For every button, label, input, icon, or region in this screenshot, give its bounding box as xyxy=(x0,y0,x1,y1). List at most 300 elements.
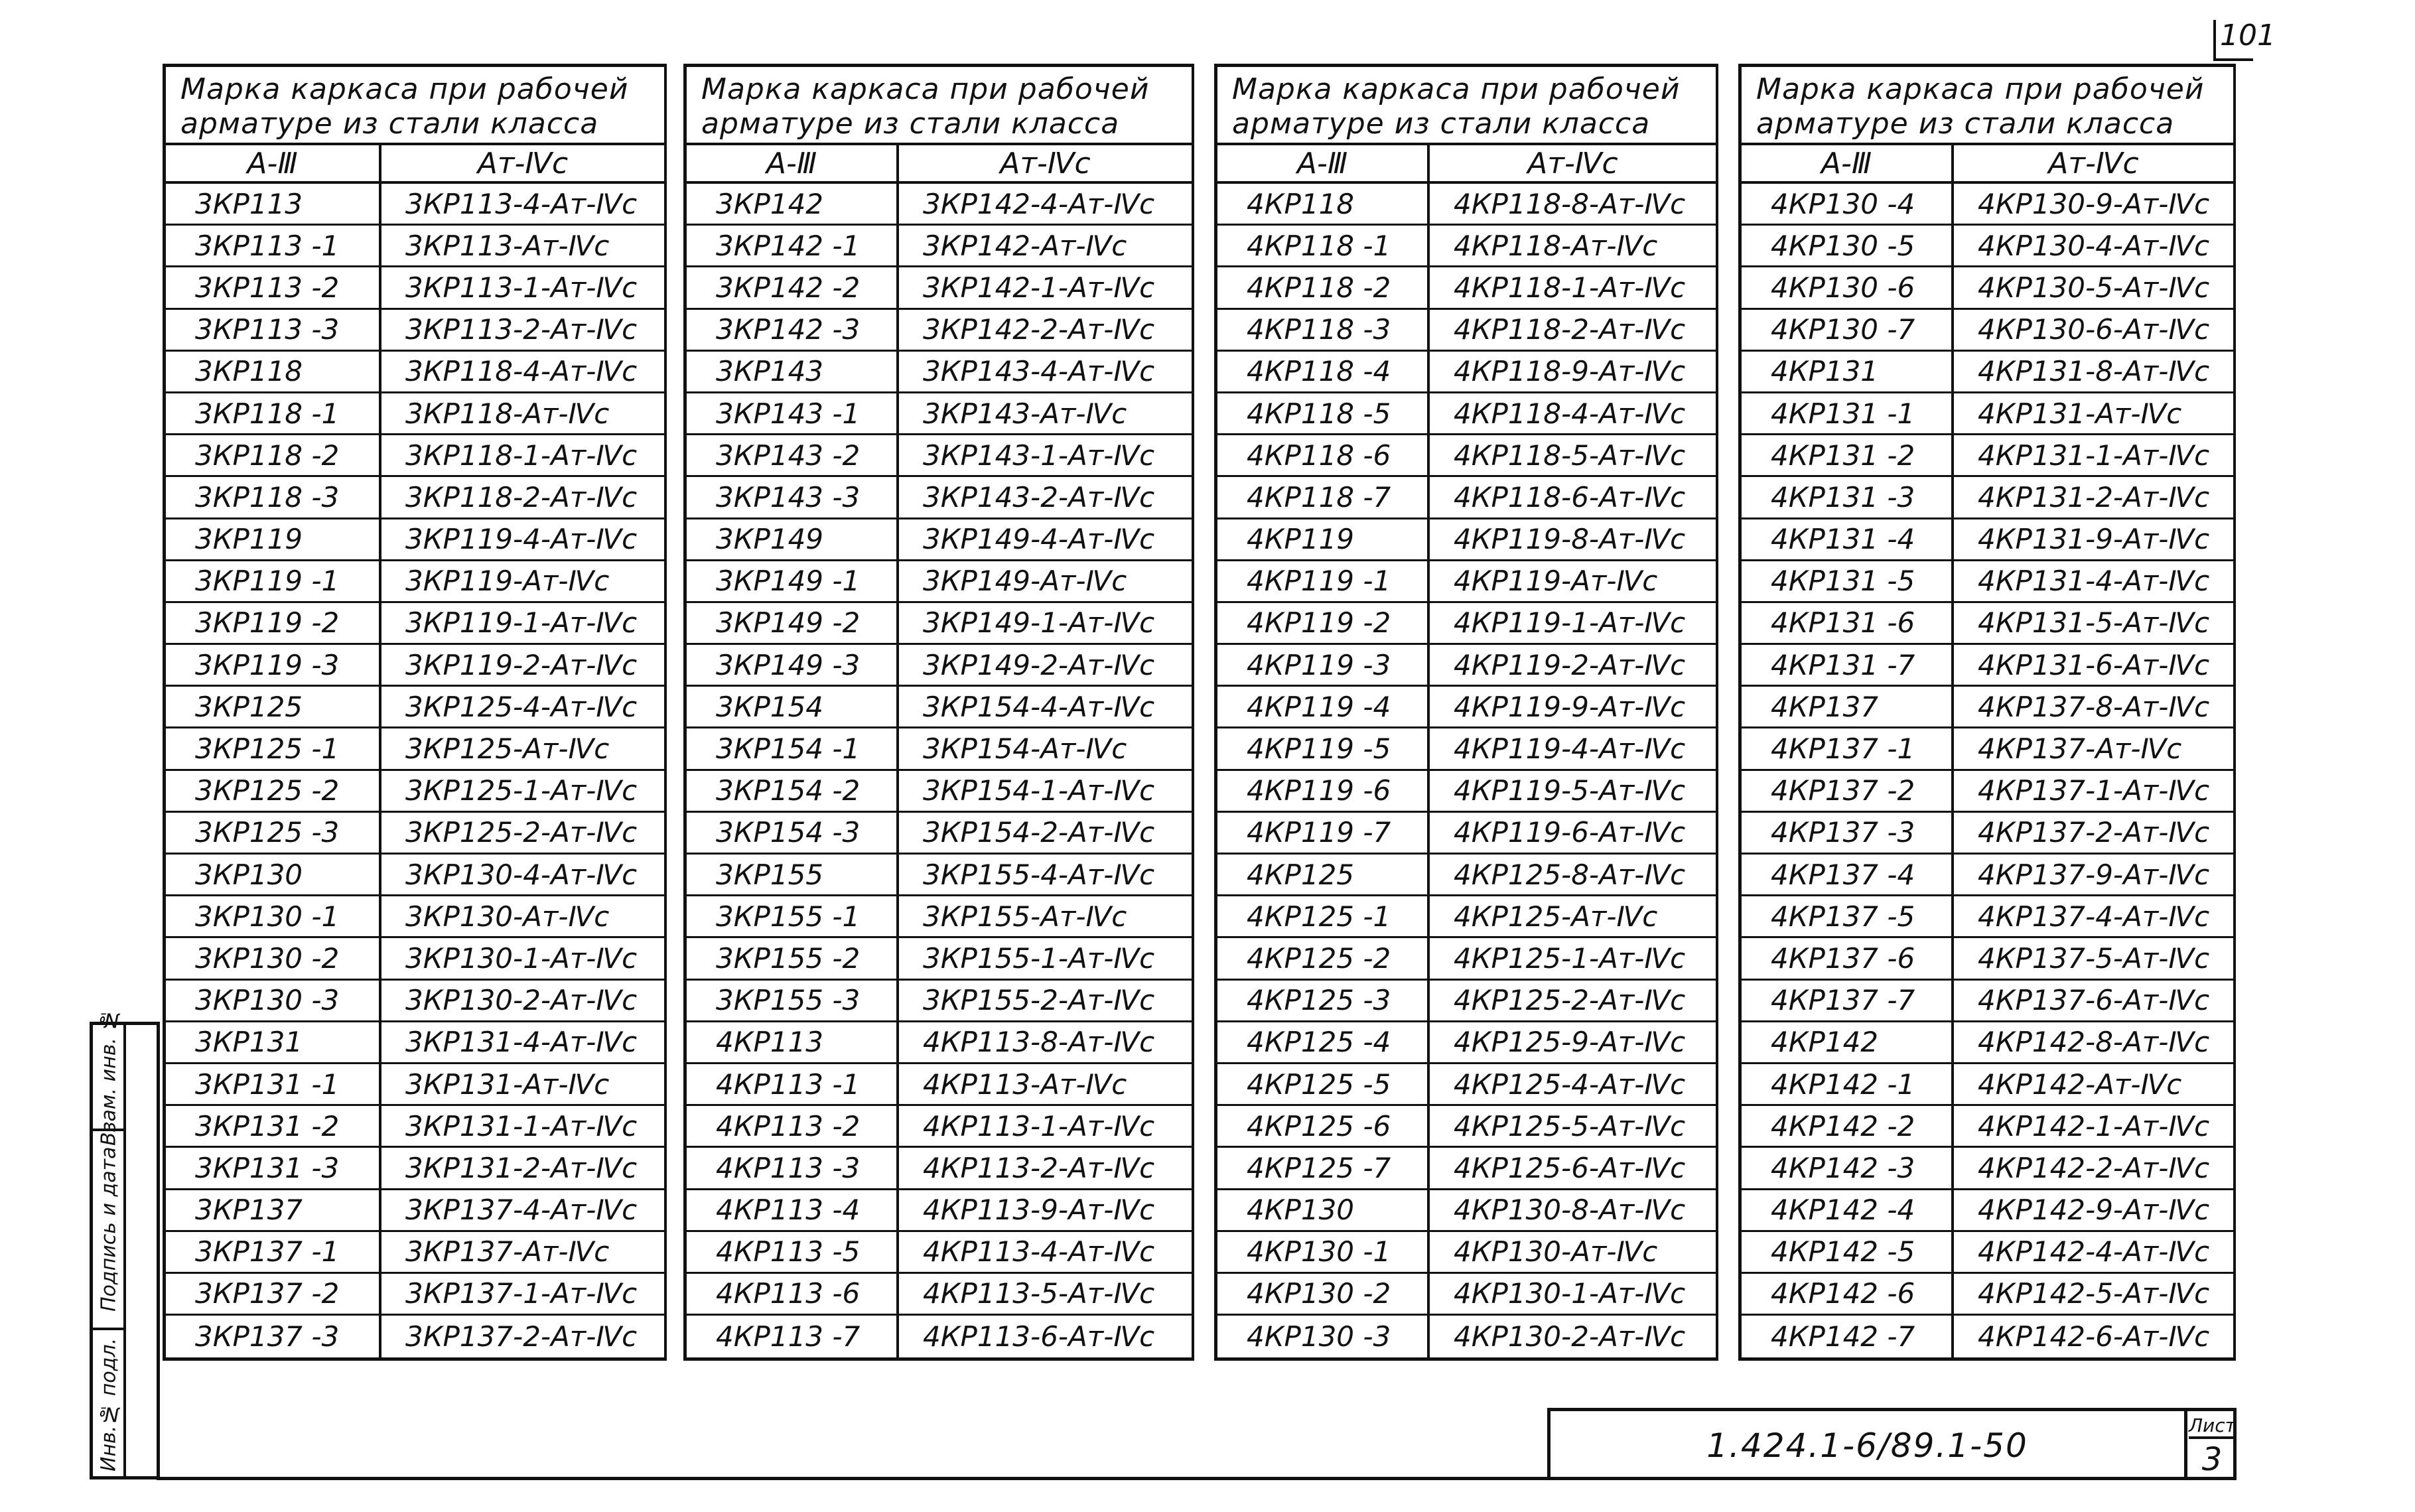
cell-mark-a3: 4КР125 -7 xyxy=(1217,1148,1430,1188)
table-header-line2: арматуре из стали класса xyxy=(1756,107,2175,141)
cell-mark-a3: 4КР125 -5 xyxy=(1217,1064,1430,1104)
cell-mark-a3: 4КР142 -1 xyxy=(1742,1064,1954,1104)
cell-mark-at4c: 4КР125-Ат-Ⅳс xyxy=(1454,900,1658,933)
cell-mark-at4c: 4КР131-Ат-Ⅳс xyxy=(1978,397,2182,430)
cell-mark-a3: 4КР113 -3 xyxy=(687,1148,899,1188)
table-row xyxy=(166,896,664,938)
cell-mark-at4c: 3КР130-1-Ат-Ⅳс xyxy=(405,941,638,975)
cell-mark-a3: 3КР143 -2 xyxy=(687,435,899,475)
cell-mark-at4c: 4КР130-9-Ат-Ⅳс xyxy=(1978,187,2210,220)
column-header-at4c: Ат-Ⅳс xyxy=(1000,146,1091,180)
cell-mark-at4c: 3КР113-2-Ат-Ⅳс xyxy=(405,313,638,346)
table-row xyxy=(166,981,664,1022)
cell-mark-at4c: 3КР143-4-Ат-Ⅳс xyxy=(923,355,1155,388)
cell-mark-at4c: 3КР143-Ат-Ⅳс xyxy=(923,397,1127,430)
cell-mark-a3: 4КР119 xyxy=(1217,519,1430,559)
cell-mark-at4c: 3КР149-2-Ат-Ⅳс xyxy=(923,648,1155,681)
document-code: 1.424.1-6/89.1-50 xyxy=(1551,1411,2187,1480)
cell-mark-a3: 4КР118 -4 xyxy=(1217,352,1430,391)
table-row xyxy=(687,310,1192,352)
table-row xyxy=(1217,310,1716,352)
cell-mark-at4c: 4КР119-1-Ат-Ⅳс xyxy=(1454,606,1686,640)
table-body xyxy=(166,184,664,1357)
cell-mark-at4c: 4КР130-1-Ат-Ⅳс xyxy=(1454,1277,1686,1310)
table-row xyxy=(1742,687,2233,728)
cell-mark-a3: 4КР131 -3 xyxy=(1742,477,1954,517)
cell-mark-at4c: 4КР137-5-Ат-Ⅳс xyxy=(1978,941,2210,975)
cell-mark-a3: 3КР142 -3 xyxy=(687,310,899,350)
column-header-row xyxy=(1217,145,1716,184)
cell-mark-a3: 3КР130 -1 xyxy=(166,896,381,936)
cell-mark-at4c: 4КР130-6-Ат-Ⅳс xyxy=(1978,313,2210,346)
table-row xyxy=(1217,728,1716,770)
table-row xyxy=(1742,728,2233,770)
cell-mark-a3: 4КР118 -2 xyxy=(1217,267,1430,307)
side-label-inv-podl: Инв.№ подл. xyxy=(97,1338,121,1472)
table-row xyxy=(687,603,1192,645)
table-row xyxy=(166,645,664,687)
column-header-row xyxy=(687,145,1192,184)
table-row xyxy=(166,687,664,728)
cell-mark-at4c: 3КР113-1-Ат-Ⅳс xyxy=(405,271,638,304)
table-row xyxy=(1217,1106,1716,1148)
table-row xyxy=(687,1148,1192,1190)
cell-mark-a3: 4КР119 -1 xyxy=(1217,561,1430,601)
cell-mark-a3: 4КР113 xyxy=(687,1022,899,1062)
cell-mark-a3: 3КР118 -3 xyxy=(166,477,381,517)
table-row xyxy=(166,603,664,645)
table-header xyxy=(1742,67,2233,145)
cell-mark-at4c: 4КР118-9-Ат-Ⅳс xyxy=(1454,355,1686,388)
cell-mark-at4c: 4КР142-2-Ат-Ⅳс xyxy=(1978,1151,2210,1184)
cell-mark-at4c: 4КР119-2-Ат-Ⅳс xyxy=(1454,648,1686,681)
table-row xyxy=(1217,1022,1716,1064)
table-header-line1: Марка каркаса при рабочей xyxy=(180,72,629,106)
cell-mark-at4c: 3КР130-4-Ат-Ⅳс xyxy=(405,858,638,891)
table-body xyxy=(1742,184,2233,1357)
cell-mark-at4c: 4КР142-9-Ат-Ⅳс xyxy=(1978,1194,2210,1227)
cell-mark-at4c: 4КР137-6-Ат-Ⅳс xyxy=(1978,984,2210,1017)
cell-mark-a3: 3КР154 -2 xyxy=(687,771,899,811)
cell-mark-at4c: 4КР113-Ат-Ⅳс xyxy=(923,1067,1127,1101)
cell-mark-at4c: 3КР131-4-Ат-Ⅳс xyxy=(405,1026,638,1059)
table-row xyxy=(1742,1106,2233,1148)
cell-mark-at4c: 3КР142-2-Ат-Ⅳс xyxy=(923,313,1155,346)
table-row xyxy=(1217,267,1716,309)
cell-mark-a3: 4КР130 -3 xyxy=(1217,1316,1430,1357)
table-header xyxy=(1217,67,1716,145)
side-label-vzam-inv: Взам. инв. № xyxy=(97,1008,121,1146)
cell-mark-a3: 3КР154 -1 xyxy=(687,728,899,768)
cell-mark-at4c: 3КР118-4-Ат-Ⅳс xyxy=(405,355,638,388)
table-row xyxy=(166,771,664,813)
cell-mark-a3: 3КР130 -3 xyxy=(166,981,381,1020)
cell-mark-a3: 4КР125 xyxy=(1217,855,1430,894)
cell-mark-at4c: 4КР131-1-Ат-Ⅳс xyxy=(1978,439,2210,472)
table-row xyxy=(166,352,664,393)
cell-mark-a3: 3КР155 -3 xyxy=(687,981,899,1020)
cell-mark-a3: 4КР130 -7 xyxy=(1742,310,1954,350)
table-row xyxy=(1217,1316,1716,1357)
cell-mark-a3: 3КР125 -3 xyxy=(166,813,381,853)
table-row xyxy=(1742,981,2233,1022)
cell-mark-at4c: 4КР131-5-Ат-Ⅳс xyxy=(1978,606,2210,640)
table-row xyxy=(687,1190,1192,1232)
cell-mark-a3: 3КР131 -2 xyxy=(166,1106,381,1146)
cell-mark-a3: 4КР130 -2 xyxy=(1217,1274,1430,1314)
cell-mark-at4c: 4КР142-Ат-Ⅳс xyxy=(1978,1067,2182,1101)
brand-table-1 xyxy=(163,64,667,1361)
table-row xyxy=(1742,184,2233,226)
table-row xyxy=(687,519,1192,561)
cell-mark-at4c: 4КР118-6-Ат-Ⅳс xyxy=(1454,480,1686,514)
table-row xyxy=(1217,1274,1716,1316)
cell-mark-a3: 4КР113 -2 xyxy=(687,1106,899,1146)
column-header-a3: А-Ⅲ xyxy=(1217,145,1430,181)
cell-mark-a3: 3КР118 -1 xyxy=(166,393,381,433)
cell-mark-a3: 3КР131 -1 xyxy=(166,1064,381,1104)
table-row xyxy=(1742,1274,2233,1316)
cell-mark-a3: 4КР137 xyxy=(1742,687,1954,726)
table-row xyxy=(1742,645,2233,687)
table-header-line1: Марка каркаса при рабочей xyxy=(701,72,1150,106)
table-row xyxy=(1217,184,1716,226)
table-row xyxy=(687,226,1192,267)
cell-mark-at4c: 4КР118-5-Ат-Ⅳс xyxy=(1454,439,1686,472)
table-row xyxy=(687,981,1192,1022)
cell-mark-at4c: 3КР119-Ат-Ⅳс xyxy=(405,565,610,598)
cell-mark-at4c: 3КР155-Ат-Ⅳс xyxy=(923,900,1127,933)
cell-mark-a3: 3КР130 xyxy=(166,855,381,894)
cell-mark-a3: 3КР119 xyxy=(166,519,381,559)
cell-mark-at4c: 3КР118-Ат-Ⅳс xyxy=(405,397,610,430)
table-row xyxy=(166,519,664,561)
cell-mark-a3: 3КР155 -1 xyxy=(687,896,899,936)
cell-mark-a3: 3КР113 xyxy=(166,184,381,224)
cell-mark-at4c: 3КР125-4-Ат-Ⅳс xyxy=(405,690,638,723)
cell-mark-at4c: 4КР113-8-Ат-Ⅳс xyxy=(923,1026,1155,1059)
page-number: 101 xyxy=(2220,19,2276,52)
table-row xyxy=(166,1190,664,1232)
cell-mark-a3: 4КР130 -5 xyxy=(1742,226,1954,265)
table-row xyxy=(1742,1190,2233,1232)
cell-mark-a3: 3КР143 -1 xyxy=(687,393,899,433)
table-row xyxy=(166,435,664,477)
cell-mark-a3: 3КР118 -2 xyxy=(166,435,381,475)
cell-mark-at4c: 4КР142-4-Ат-Ⅳс xyxy=(1978,1235,2210,1269)
cell-mark-a3: 4КР137 -5 xyxy=(1742,896,1954,936)
cell-mark-at4c: 4КР125-9-Ат-Ⅳс xyxy=(1454,1026,1686,1059)
table-row xyxy=(166,226,664,267)
table-row xyxy=(166,267,664,309)
cell-mark-a3: 3КР142 -1 xyxy=(687,226,899,265)
cell-mark-at4c: 4КР113-4-Ат-Ⅳс xyxy=(923,1235,1155,1269)
table-row xyxy=(1217,561,1716,603)
table-row xyxy=(166,813,664,855)
cell-mark-at4c: 3КР125-Ат-Ⅳс xyxy=(405,732,610,766)
table-row xyxy=(1742,1064,2233,1106)
cell-mark-at4c: 3КР143-1-Ат-Ⅳс xyxy=(923,439,1155,472)
cell-mark-at4c: 4КР125-4-Ат-Ⅳс xyxy=(1454,1067,1686,1101)
cell-mark-at4c: 3КР130-Ат-Ⅳс xyxy=(405,900,610,933)
cell-mark-at4c: 4КР118-Ат-Ⅳс xyxy=(1454,229,1658,262)
cell-mark-at4c: 4КР137-Ат-Ⅳс xyxy=(1978,732,2182,766)
cell-mark-a3: 4КР118 xyxy=(1217,184,1430,224)
table-row xyxy=(1217,645,1716,687)
cell-mark-at4c: 3КР137-2-Ат-Ⅳс xyxy=(405,1320,638,1353)
cell-mark-at4c: 3КР113-Ат-Ⅳс xyxy=(405,229,610,262)
table-header xyxy=(166,67,664,145)
table-row xyxy=(166,1064,664,1106)
table-row xyxy=(687,1022,1192,1064)
cell-mark-a3: 4КР131 -7 xyxy=(1742,645,1954,685)
cell-mark-a3: 4КР131 -6 xyxy=(1742,603,1954,643)
cell-mark-at4c: 3КР137-4-Ат-Ⅳс xyxy=(405,1194,638,1227)
cell-mark-at4c: 4КР131-9-Ат-Ⅳс xyxy=(1978,523,2210,556)
cell-mark-at4c: 4КР130-2-Ат-Ⅳс xyxy=(1454,1320,1686,1353)
cell-mark-at4c: 4КР130-4-Ат-Ⅳс xyxy=(1978,229,2210,262)
cell-mark-a3: 4КР137 -1 xyxy=(1742,728,1954,768)
table-row xyxy=(1742,896,2233,938)
table-row xyxy=(166,561,664,603)
cell-mark-at4c: 4КР125-2-Ат-Ⅳс xyxy=(1454,984,1686,1017)
side-stamp xyxy=(90,1008,159,1479)
table-row xyxy=(687,771,1192,813)
side-cell-podpis xyxy=(93,1131,123,1330)
cell-mark-a3: 4КР130 -4 xyxy=(1742,184,1954,224)
cell-mark-at4c: 4КР113-1-Ат-Ⅳс xyxy=(923,1109,1155,1142)
cell-mark-a3: 3КР149 -2 xyxy=(687,603,899,643)
cell-mark-at4c: 4КР137-9-Ат-Ⅳс xyxy=(1978,858,2210,891)
title-stamp xyxy=(1547,1408,2237,1480)
cell-mark-a3: 3КР131 -3 xyxy=(166,1148,381,1188)
cell-mark-at4c: 4КР118-1-Ат-Ⅳс xyxy=(1454,271,1686,304)
table-row xyxy=(1742,561,2233,603)
table-row xyxy=(1217,1064,1716,1106)
cell-mark-at4c: 4КР119-5-Ат-Ⅳс xyxy=(1454,774,1686,807)
cell-mark-a3: 4КР119 -7 xyxy=(1217,813,1430,853)
table-row xyxy=(687,267,1192,309)
cell-mark-a3: 3КР149 -3 xyxy=(687,645,899,685)
table-row xyxy=(1217,603,1716,645)
cell-mark-at4c: 3КР143-2-Ат-Ⅳс xyxy=(923,480,1155,514)
table-row xyxy=(1742,1316,2233,1357)
cell-mark-at4c: 3КР154-Ат-Ⅳс xyxy=(923,732,1127,766)
cell-mark-at4c: 4КР125-5-Ат-Ⅳс xyxy=(1454,1109,1686,1142)
cell-mark-at4c: 3КР155-4-Ат-Ⅳс xyxy=(923,858,1155,891)
cell-mark-a3: 3КР113 -1 xyxy=(166,226,381,265)
cell-mark-a3: 3КР125 -2 xyxy=(166,771,381,811)
cell-mark-a3: 4КР125 -1 xyxy=(1217,896,1430,936)
cell-mark-a3: 3КР142 -2 xyxy=(687,267,899,307)
column-header-row xyxy=(1742,145,2233,184)
cell-mark-a3: 3КР119 -2 xyxy=(166,603,381,643)
cell-mark-a3: 4КР125 -2 xyxy=(1217,938,1430,978)
column-header-at4c: Ат-Ⅳс xyxy=(477,146,569,180)
cell-mark-a3: 4КР113 -7 xyxy=(687,1316,899,1357)
table-row xyxy=(166,1274,664,1316)
cell-mark-at4c: 3КР137-1-Ат-Ⅳс xyxy=(405,1277,638,1310)
table-row xyxy=(687,645,1192,687)
cell-mark-at4c: 4КР131-8-Ат-Ⅳс xyxy=(1978,355,2210,388)
cell-mark-at4c: 4КР113-6-Ат-Ⅳс xyxy=(923,1320,1155,1353)
table-row xyxy=(687,477,1192,519)
cell-mark-a3: 4КР119 -5 xyxy=(1217,728,1430,768)
cell-mark-a3: 4КР131 -5 xyxy=(1742,561,1954,601)
cell-mark-at4c: 4КР113-5-Ат-Ⅳс xyxy=(923,1277,1155,1310)
cell-mark-at4c: 4КР131-4-Ат-Ⅳс xyxy=(1978,565,2210,598)
column-header-a3: А-Ⅲ xyxy=(1742,145,1954,181)
table-row xyxy=(1217,352,1716,393)
cell-mark-a3: 3КР113 -2 xyxy=(166,267,381,307)
table-header-line2: арматуре из стали класса xyxy=(1232,107,1651,141)
table-row xyxy=(1742,310,2233,352)
table-row xyxy=(1742,519,2233,561)
table-row xyxy=(166,310,664,352)
cell-mark-at4c: 3КР154-1-Ат-Ⅳс xyxy=(923,774,1155,807)
cell-mark-at4c: 4КР119-8-Ат-Ⅳс xyxy=(1454,523,1686,556)
cell-mark-at4c: 4КР130-5-Ат-Ⅳс xyxy=(1978,271,2210,304)
cell-mark-a3: 3КР143 -3 xyxy=(687,477,899,517)
table-header-line1: Марка каркаса при рабочей xyxy=(1232,72,1681,106)
cell-mark-a3: 4КР118 -1 xyxy=(1217,226,1430,265)
cell-mark-at4c: 3КР155-1-Ат-Ⅳс xyxy=(923,941,1155,975)
cell-mark-at4c: 3КР130-2-Ат-Ⅳс xyxy=(405,984,638,1017)
table-row xyxy=(1742,477,2233,519)
table-row xyxy=(166,938,664,980)
cell-mark-at4c: 4КР131-6-Ат-Ⅳс xyxy=(1978,648,2210,681)
cell-mark-a3: 4КР130 -1 xyxy=(1217,1232,1430,1272)
cell-mark-at4c: 4КР137-8-Ат-Ⅳс xyxy=(1978,690,2210,723)
table-body xyxy=(687,184,1192,1357)
cell-mark-at4c: 4КР119-9-Ат-Ⅳс xyxy=(1454,690,1686,723)
cell-mark-a3: 3КР119 -3 xyxy=(166,645,381,685)
table-row xyxy=(166,1148,664,1190)
column-header-at4c: Ат-Ⅳс xyxy=(1527,146,1618,180)
cell-mark-a3: 3КР125 xyxy=(166,687,381,726)
cell-mark-a3: 4КР130 -6 xyxy=(1742,267,1954,307)
table-row xyxy=(166,477,664,519)
cell-mark-a3: 4КР119 -2 xyxy=(1217,603,1430,643)
cell-mark-a3: 4КР119 -3 xyxy=(1217,645,1430,685)
table-row xyxy=(687,813,1192,855)
table-header-line2: арматуре из стали класса xyxy=(701,107,1120,141)
table-row xyxy=(687,393,1192,435)
side-stamp-divider xyxy=(123,1025,126,1476)
table-row xyxy=(687,1274,1192,1316)
cell-mark-a3: 3КР113 -3 xyxy=(166,310,381,350)
cell-mark-a3: 3КР143 xyxy=(687,352,899,391)
table-row xyxy=(1217,435,1716,477)
table-row xyxy=(687,728,1192,770)
cell-mark-a3: 3КР125 -1 xyxy=(166,728,381,768)
table-row xyxy=(166,1106,664,1148)
table-row xyxy=(166,1316,664,1357)
brand-table-3 xyxy=(1214,64,1718,1361)
cell-mark-a3: 3КР154 -3 xyxy=(687,813,899,853)
table-row xyxy=(1217,855,1716,896)
cell-mark-a3: 4КР131 -4 xyxy=(1742,519,1954,559)
cell-mark-at4c: 4КР125-8-Ат-Ⅳс xyxy=(1454,858,1686,891)
cell-mark-at4c: 3КР131-1-Ат-Ⅳс xyxy=(405,1109,638,1142)
brand-table-4 xyxy=(1738,64,2236,1361)
cell-mark-a3: 4КР142 -7 xyxy=(1742,1316,1954,1357)
table-row xyxy=(1742,435,2233,477)
cell-mark-a3: 4КР125 -3 xyxy=(1217,981,1430,1020)
cell-mark-at4c: 3КР118-2-Ат-Ⅳс xyxy=(405,480,638,514)
cell-mark-a3: 4КР137 -3 xyxy=(1742,813,1954,853)
cell-mark-at4c: 3КР149-1-Ат-Ⅳс xyxy=(923,606,1155,640)
table-row xyxy=(1217,813,1716,855)
cell-mark-a3: 3КР130 -2 xyxy=(166,938,381,978)
table-row xyxy=(166,1022,664,1064)
cell-mark-at4c: 3КР125-1-Ат-Ⅳс xyxy=(405,774,638,807)
cell-mark-at4c: 4КР142-8-Ат-Ⅳс xyxy=(1978,1026,2210,1059)
cell-mark-a3: 3КР149 xyxy=(687,519,899,559)
column-header-at4c: Ат-Ⅳс xyxy=(2048,146,2139,180)
cell-mark-at4c: 3КР131-2-Ат-Ⅳс xyxy=(405,1151,638,1184)
cell-mark-a3: 4КР119 -4 xyxy=(1217,687,1430,726)
sheet-label: Лист xyxy=(2189,1414,2235,1439)
table-row xyxy=(687,687,1192,728)
cell-mark-a3: 4КР131 -1 xyxy=(1742,393,1954,433)
table-row xyxy=(166,1232,664,1274)
cell-mark-at4c: 3КР119-2-Ат-Ⅳс xyxy=(405,648,638,681)
cell-mark-a3: 4КР137 -4 xyxy=(1742,855,1954,894)
table-row xyxy=(1742,267,2233,309)
cell-mark-at4c: 3КР131-Ат-Ⅳс xyxy=(405,1067,610,1101)
cell-mark-a3: 4КР131 xyxy=(1742,352,1954,391)
cell-mark-a3: 4КР142 xyxy=(1742,1022,1954,1062)
table-row xyxy=(1217,1148,1716,1190)
cell-mark-at4c: 3КР149-Ат-Ⅳс xyxy=(923,565,1127,598)
table-row xyxy=(687,435,1192,477)
table-header-line2: арматуре из стали класса xyxy=(180,107,599,141)
table-row xyxy=(1742,938,2233,980)
table-row xyxy=(1742,226,2233,267)
cell-mark-at4c: 4КР137-1-Ат-Ⅳс xyxy=(1978,774,2210,807)
cell-mark-a3: 3КР118 xyxy=(166,352,381,391)
brand-table-2 xyxy=(683,64,1194,1361)
cell-mark-at4c: 4КР137-2-Ат-Ⅳс xyxy=(1978,816,2210,849)
page-number-underline xyxy=(2213,58,2253,61)
sheet-number: 3 xyxy=(2201,1441,2223,1478)
cell-mark-at4c: 4КР142-1-Ат-Ⅳс xyxy=(1978,1109,2210,1142)
cell-mark-a3: 4КР113 -4 xyxy=(687,1190,899,1230)
cell-mark-at4c: 3КР142-Ат-Ⅳс xyxy=(923,229,1127,262)
cell-mark-at4c: 4КР130-8-Ат-Ⅳс xyxy=(1454,1194,1686,1227)
table-row xyxy=(687,896,1192,938)
table-row xyxy=(1217,393,1716,435)
cell-mark-at4c: 3КР118-1-Ат-Ⅳс xyxy=(405,439,638,472)
cell-mark-a3: 3КР155 -2 xyxy=(687,938,899,978)
column-header-a3: А-Ⅲ xyxy=(687,145,899,181)
cell-mark-a3: 4КР125 -4 xyxy=(1217,1022,1430,1062)
table-row xyxy=(1217,1190,1716,1232)
cell-mark-a3: 4КР118 -3 xyxy=(1217,310,1430,350)
cell-mark-at4c: 3КР119-1-Ат-Ⅳс xyxy=(405,606,638,640)
cell-mark-a3: 3КР149 -1 xyxy=(687,561,899,601)
cell-mark-at4c: 4КР130-Ат-Ⅳс xyxy=(1454,1235,1658,1269)
cell-mark-at4c: 4КР118-2-Ат-Ⅳс xyxy=(1454,313,1686,346)
cell-mark-at4c: 3КР142-4-Ат-Ⅳс xyxy=(923,187,1155,220)
side-cell-inv xyxy=(93,1330,123,1479)
cell-mark-at4c: 4КР119-6-Ат-Ⅳс xyxy=(1454,816,1686,849)
cell-mark-a3: 4КР142 -3 xyxy=(1742,1148,1954,1188)
cell-mark-at4c: 4КР142-5-Ат-Ⅳс xyxy=(1978,1277,2210,1310)
cell-mark-at4c: 4КР131-2-Ат-Ⅳс xyxy=(1978,480,2210,514)
cell-mark-a3: 4КР130 xyxy=(1217,1190,1430,1230)
